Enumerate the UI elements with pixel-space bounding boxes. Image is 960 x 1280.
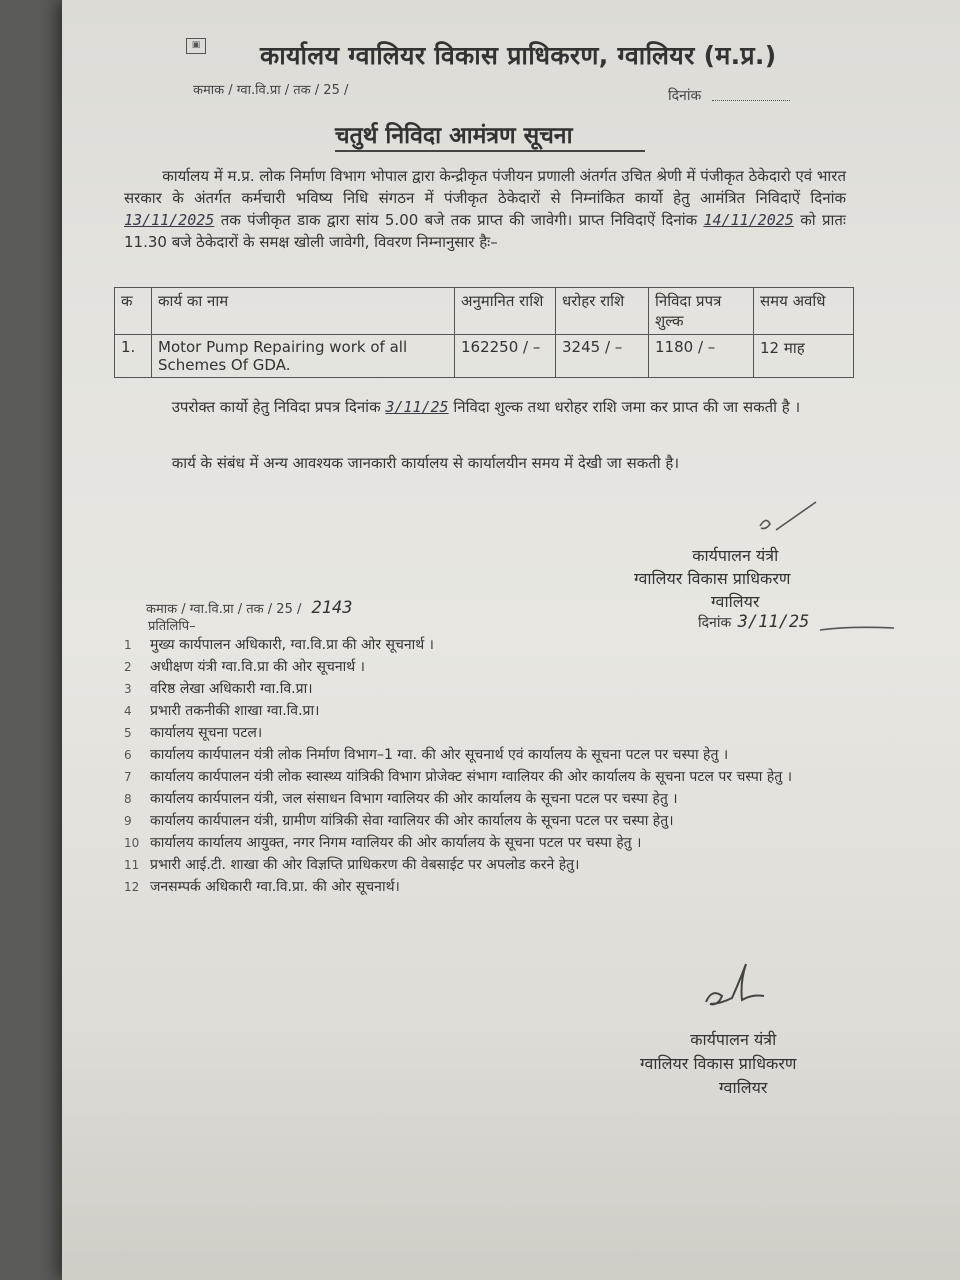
sig2-city: ग्वालियर [719,1078,768,1097]
list-item [124,788,844,810]
copy-to-label: प्रतिलिपि– [148,619,196,634]
copy-number: 1 [124,638,132,652]
copy-list [124,634,844,898]
list-item [124,722,844,744]
notice-paragraph [124,165,846,253]
col-work: कार्य का नाम [152,288,455,335]
para2-part-a: उपरोक्त कार्यो हेतु निविदा प्रपत्र दिनांक [171,398,381,416]
copy-number: 4 [124,704,132,718]
copy-text: प्रभारी तकनीकी शाखा ग्वा.वि.प्रा। [150,703,320,719]
col-deposit: धरोहर राशि [556,288,649,335]
col-sno: क [115,288,152,335]
sig1-designation: कार्यपालन यंत्री [692,546,779,565]
opening-date: 14/11/2025 [703,211,794,229]
list-item [124,854,844,876]
copy-number: 7 [124,770,132,784]
copy-number: 3 [124,682,132,696]
list-item [124,656,844,678]
endorsement-ref-no: कमाक / ग्वा.वि.प्रा / तक / 25 / [146,602,302,617]
initial-mark [740,500,820,550]
signature-block-1 [634,544,791,613]
copy-number: 6 [124,748,132,762]
heading-underline [335,150,645,152]
sig2-designation: कार्यपालन यंत्री [690,1030,777,1049]
list-item [124,876,844,898]
tender-table [114,287,854,378]
copy-text: कार्यालय कार्यपालन यंत्री लोक स्वास्थ्य यांत्रिकी विभाग प्रोजेक्ट संभाग ग्वालियर की ओर कार्यालय के सूचना पटल पर चस्पा हेतु । [150,769,793,785]
list-item [124,634,844,656]
copy-text: कार्यालय सूचना पटल। [150,725,263,741]
notice-heading: चतुर्थ निविदा आमंत्रण सूचना [335,123,573,149]
cell-fee: 1180 / – [649,335,754,378]
copy-number: 12 [124,880,140,894]
table-row [115,335,854,378]
copy-text: जनसम्पर्क अधिकारी ग्वा.वि.प्रा. की ओर सूचनार्थ। [150,879,400,895]
sig1-office: ग्वालियर विकास प्राधिकरण [634,569,791,588]
copy-text: कार्यालय कार्यपालन यंत्री, ग्रामीण यांत्रिकी सेवा ग्वालियर की ओर कार्यालय के सूचना पटल पर चस्पा हेतु। [150,813,674,829]
form-availability-paragraph [124,396,846,418]
cell-sno: 1. [115,335,152,378]
copy-text: कार्यालय कार्यपालन यंत्री, जल संसाधन विभाग ग्वालियर की ओर कार्यालय के सूचना पटल पर चस्पा हेतु । [150,791,678,807]
cell-deposit: 3245 / – [556,335,649,378]
table-header-row [115,288,854,335]
col-estimate: अनुमानित राशि [455,288,556,335]
info-paragraph [124,452,846,474]
cell-work: Motor Pump Repairing work of all Schemes Of GDA. [152,335,455,378]
copy-text: प्रभारी आई.टी. शाखा की ओर विज्ञप्ति प्राधिकरण की वेबसाईट पर अपलोड करने हेतु। [150,857,580,873]
para2-part-b: निविदा शुल्क तथा धरोहर राशि जमा कर प्राप्त की जा सकती है । [453,398,801,416]
date-label: दिनांक [668,88,702,104]
signature-block-2 [640,1028,796,1100]
copy-text: कार्यालय कार्यपालन यंत्री लोक निर्माण विभाग–1 ग्वा. की ओर सूचनार्थ एवं कार्यालय के सूचना पटल पर चस्पा हेतु । [150,747,729,763]
para1-part-b: तक पंजीकृत डाक द्वारा सांय 5.00 बजे तक प्राप्त की जावेगी। प्राप्त निविदाऐं दिनांक [220,211,698,229]
col-period: समय अवधि [754,288,854,335]
copy-text: अधीक्षण यंत्री ग्वा.वि.प्रा की ओर सूचनार्थ । [150,659,365,675]
copy-number: 8 [124,792,132,806]
copy-number: 10 [124,836,140,850]
list-item [124,744,844,766]
handwritten-signature [698,958,768,1018]
endorsement-date-handwritten: 3/11/25 [737,612,810,632]
list-item [124,766,844,788]
date-blank [712,88,790,101]
copy-text: कार्यालय कार्यालय आयुक्त, नगर निगम ग्वालियर की ओर कार्यालय के सूचना पटल पर चस्पा हेतु । [150,835,642,851]
para1-part-a: कार्यालय में म.प्र. लोक निर्माण विभाग भोपाल द्वारा केन्द्रीकृत पंजीयन प्रणाली अंतर्गत उचित श्रेणी में पंजीकृत ठेकेदारो एवं भारत सरकार के अंतर्गत कर्मचारी भविष्य निधि संगठन में पंजीकृत ठेकेदारों से निम्नांकित कार्यो हेतु आमंत्रित निविदाऐं दिनांक [124,167,846,207]
sig2-office: ग्वालियर विकास प्राधिकरण [640,1054,797,1073]
reference-number: कमाक / ग्वा.वि.प्रा / तक / 25 / [193,83,349,98]
endorsement-date-label: दिनांक [698,615,732,631]
para1-part-c: को प्रातः 11.30 बजे ठेकेदारों के समक्ष खोली जावेगी, विवरण निम्नानुसार हैः– [124,211,846,251]
copy-text: वरिष्ठ लेखा अधिकारी ग्वा.वि.प्रा। [150,681,313,697]
endorsement-ref-handwritten: 2143 [311,598,353,618]
submission-date: 13/11/2025 [124,211,215,229]
list-item [124,678,844,700]
list-item [124,700,844,722]
copy-number: 9 [124,814,132,828]
office-title: कार्यालय ग्वालियर विकास प्राधिकरण, ग्वालियर (म.प्र.) [260,41,777,70]
form-date: 3/11/25 [385,398,449,416]
office-stamp-icon: ▣ [186,38,206,54]
sig1-city: ग्वालियर [711,592,760,611]
endorsement-reference [146,598,352,618]
cell-estimate: 162250 / – [455,335,556,378]
col-fee: निविदा प्रपत्र शुल्क [649,288,754,335]
copy-number: 11 [124,858,140,872]
list-item [124,810,844,832]
copy-number: 5 [124,726,132,740]
cell-period: 12 माह [754,335,854,378]
endorsement-date [698,612,809,632]
copy-text: मुख्य कार्यपालन अधिकारी, ग्वा.वि.प्रा की ओर सूचनार्थ । [150,637,434,653]
para3-text: कार्य के संबंध में अन्य आवश्यक जानकारी कार्यालय से कार्यालयीन समय में देखी जा सकती है। [171,454,680,472]
copy-number: 2 [124,660,132,674]
list-item [124,832,844,854]
